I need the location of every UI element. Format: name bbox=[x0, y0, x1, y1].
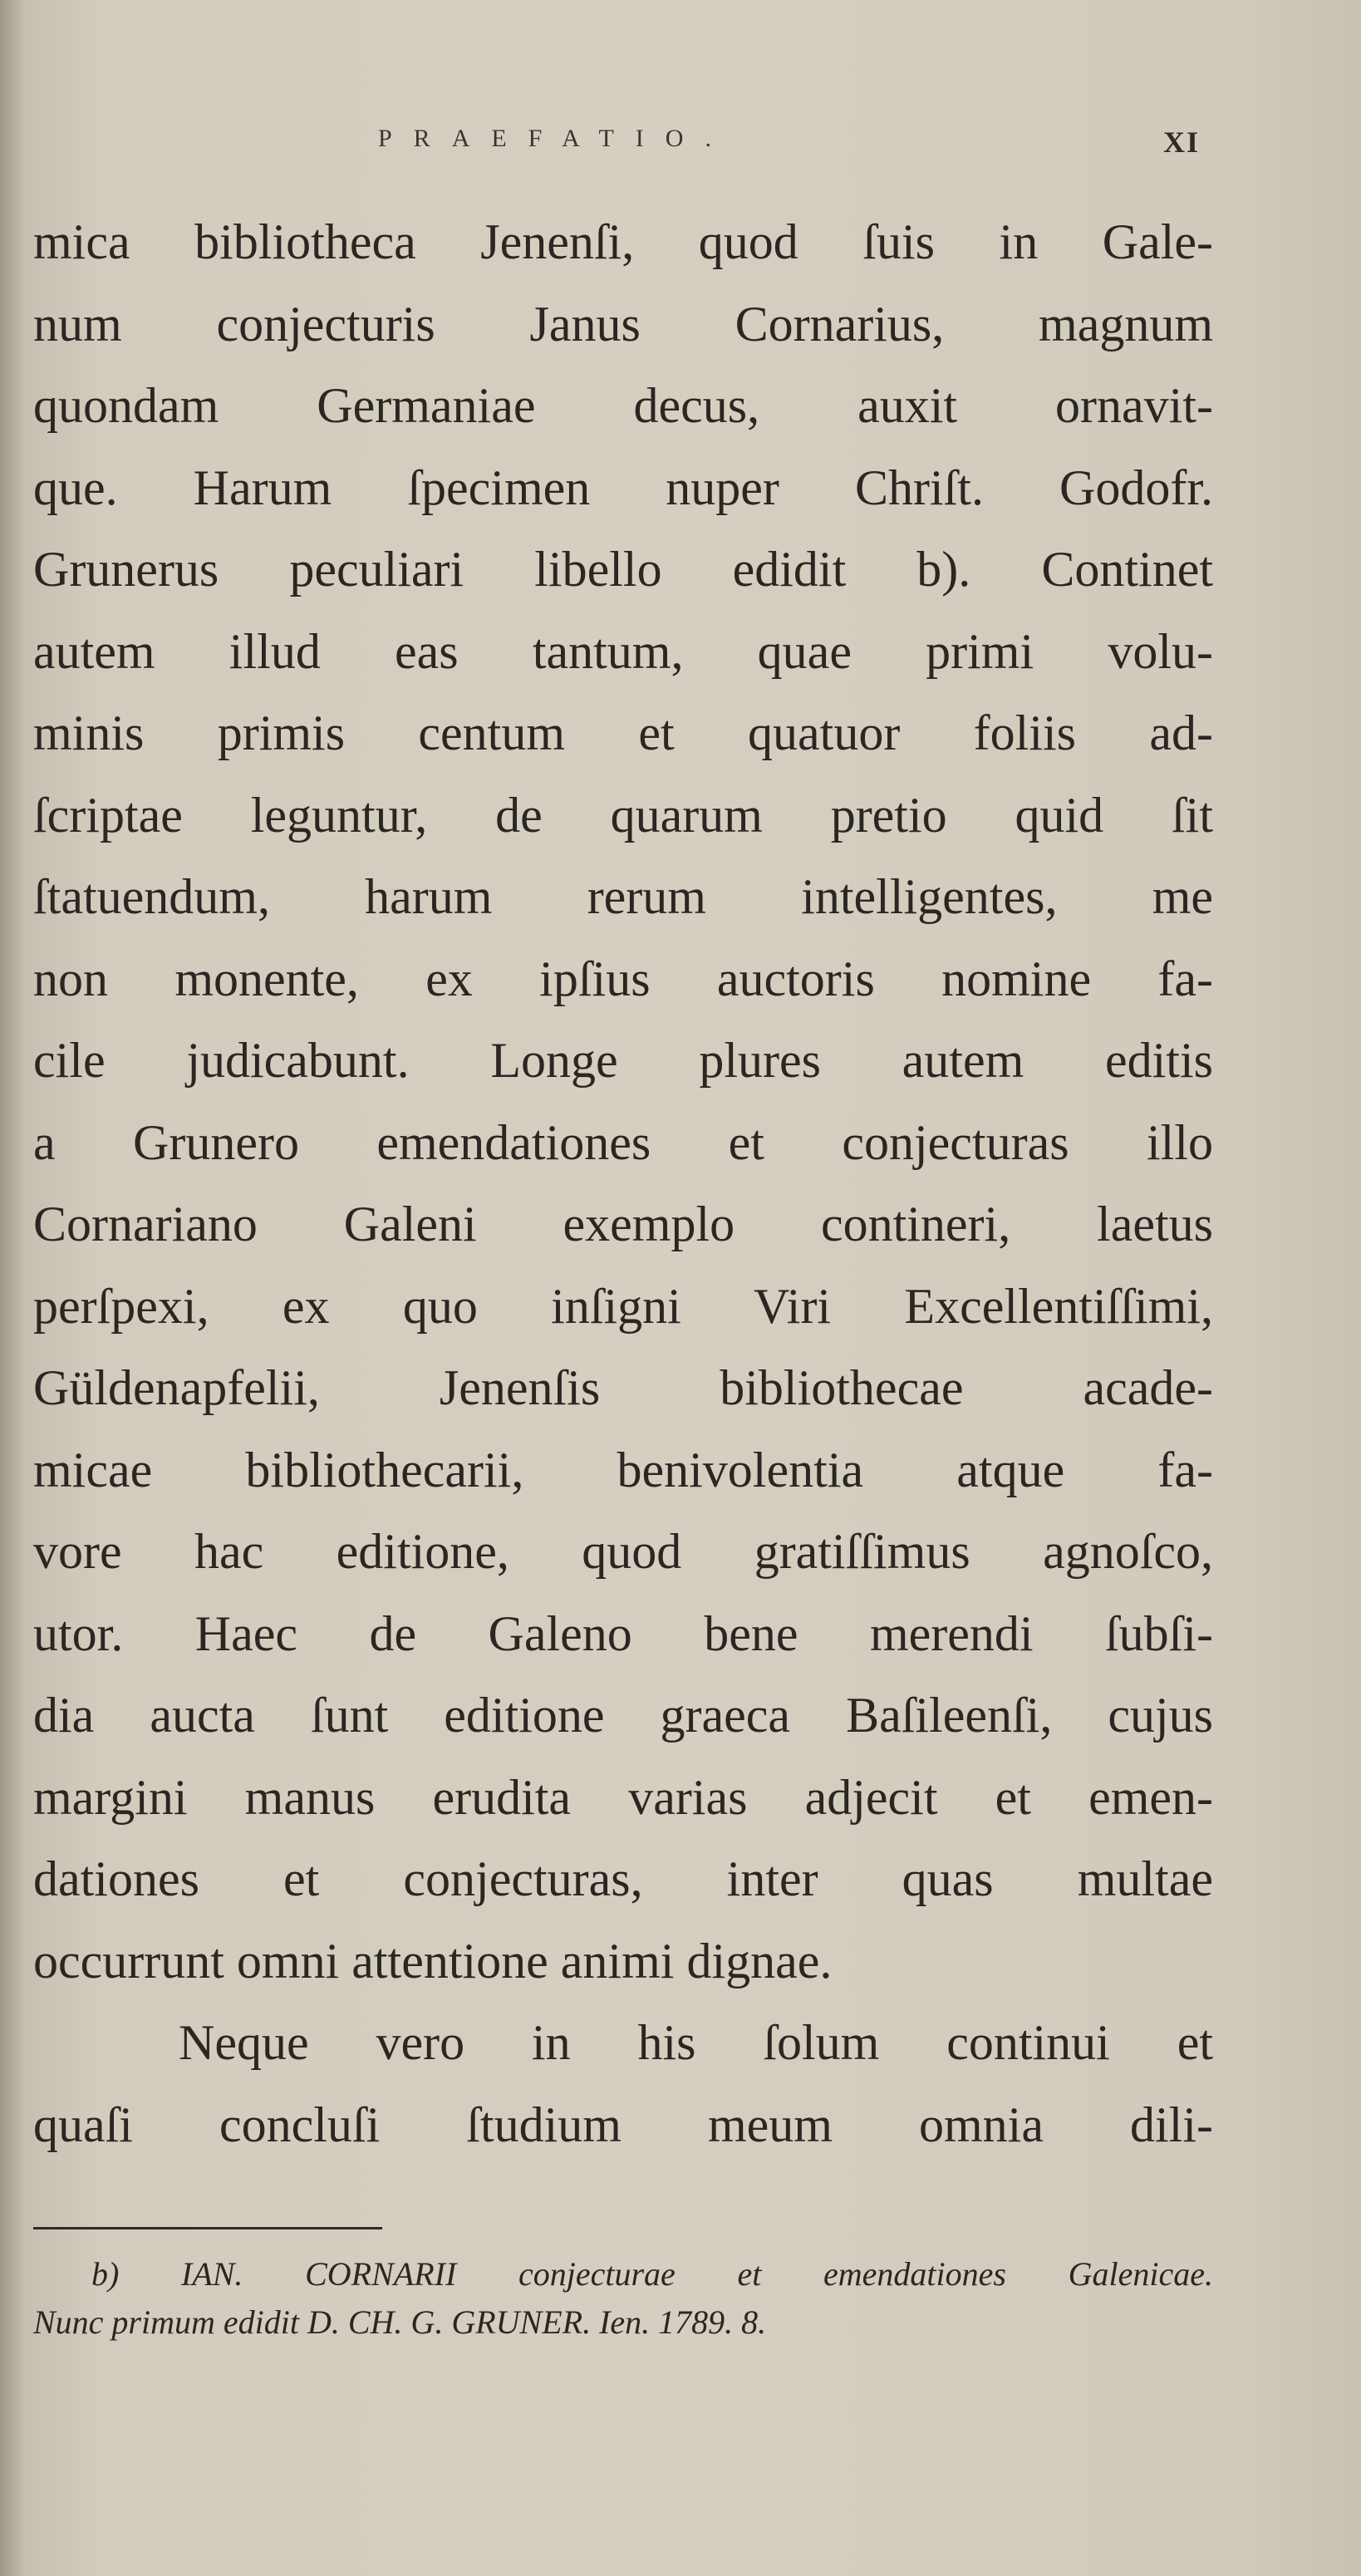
text-line: micae bibliothecarii, benivolentia atque fa- bbox=[33, 1442, 1213, 1497]
text-line: occurrunt omni attentione animi dignae. bbox=[33, 1933, 833, 1989]
text-line: non monente, ex ipſius auctoris nomine fa- bbox=[33, 951, 1213, 1006]
text-line: a Grunero emendationes et conjecturas illo bbox=[33, 1114, 1213, 1170]
footnote-line: Nunc primum edidit D. CH. G. GRUNER. Ien. 1789. 8. bbox=[33, 2303, 767, 2341]
text-line: quaſi concluſi ſtudium meum omnia dili- bbox=[33, 2097, 1213, 2152]
body-text bbox=[33, 201, 1213, 2166]
text-line: Grunerus peculiari libello edidit b). Continet bbox=[33, 542, 1213, 597]
text-line: cile judicabunt. Longe plures autem editis bbox=[33, 1033, 1213, 1088]
page-header bbox=[0, 125, 1361, 175]
text-line: margini manus erudita varias adjecit et emen- bbox=[33, 1769, 1213, 1825]
text-line: utor. Haec de Galeno bene merendi ſubſi- bbox=[33, 1605, 1213, 1661]
text-line: perſpexi, ex quo inſigni Viri Excellentiſſimi, bbox=[33, 1278, 1213, 1334]
text-line: quondam Germaniae decus, auxit ornavit- bbox=[33, 378, 1213, 433]
page-number: XI bbox=[1163, 125, 1201, 159]
text-line: autem illud eas tantum, quae primi volu- bbox=[33, 623, 1213, 679]
text-line: minis primis centum et quatuor foliis ad- bbox=[33, 705, 1213, 760]
footnote-divider bbox=[33, 2227, 382, 2229]
text-line: dationes et conjecturas, inter quas multae bbox=[33, 1851, 1213, 1906]
text-line: num conjecturis Janus Cornarius, magnum bbox=[33, 296, 1213, 351]
text-line: Cornariano Galeni exemplo contineri, laetus bbox=[33, 1197, 1213, 1251]
paragraph-first-line: Neque vero in his ſolum continui et bbox=[179, 2015, 1213, 2070]
text-line: que. Harum ſpecimen nuper Chriſt. Godofr. bbox=[33, 460, 1213, 515]
text-line: ſtatuendum, harum rerum intelligentes, me bbox=[33, 869, 1213, 924]
text-line: mica bibliotheca Jenenſi, quod ſuis in Gale- bbox=[33, 214, 1213, 269]
running-head: PRAEFATIO. bbox=[378, 125, 733, 152]
text-line: ſcriptae leguntur, de quarum pretio quid ſit bbox=[33, 787, 1213, 843]
text-line: dia aucta ſunt editione graeca Baſileenſi, cujus bbox=[33, 1688, 1213, 1743]
text-line: Güldenapfelii, Jenenſis bibliothecae acade- bbox=[33, 1360, 1213, 1415]
footnote bbox=[33, 2250, 1213, 2347]
text-line: vore hac editione, quod gratiſſimus agnoſco, bbox=[33, 1524, 1213, 1579]
footnote-line: b) IAN. CORNARII conjecturae et emendationes Galenicae. bbox=[91, 2255, 1213, 2293]
